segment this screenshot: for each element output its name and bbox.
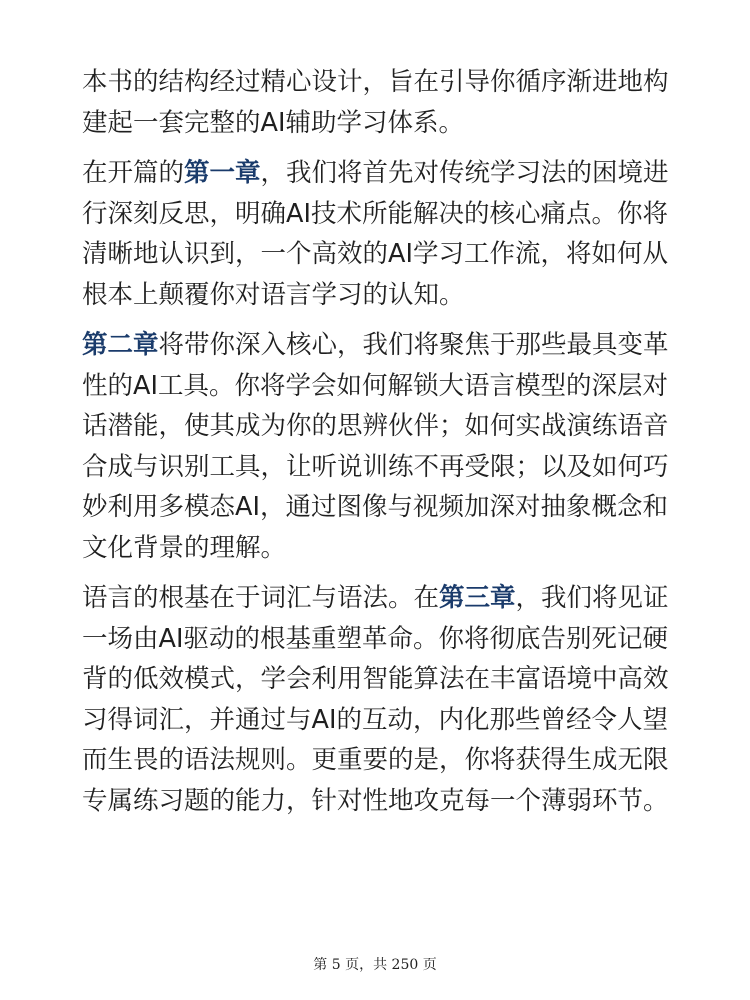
paragraph-text: 本书的结构经过精心设计，旨在引导你循序渐进地构建起一套完整的AI辅助学习体系。 (82, 67, 669, 138)
paragraph-chapter-one (82, 153, 672, 315)
paragraph-intro (82, 62, 672, 143)
chapter-highlight: 第三章 (439, 583, 516, 613)
document-body (82, 62, 672, 831)
page-number-footer: 第 5 页，共 250 页 (313, 957, 437, 973)
paragraph-chapter-three (82, 578, 672, 821)
paragraph-chapter-two (82, 325, 672, 568)
paragraph-text: 在开篇的 (82, 158, 185, 188)
chapter-highlight: 第一章 (184, 158, 261, 188)
paragraph-text: 将带你深入核心，我们将聚焦于那些最具变革性的AI工具。你将学会如何解锁大语言模型的深层对话潜能，使其成为你的思辨伙伴；如何实战演练语音合成与识别工具，让听说训练不再受限；以及如何巧妙利用多模态AI，通过图像与视频加深对抽象概念和文化背景的理解。 (82, 330, 669, 563)
paragraph-text: ，我们将见证一场由AI驱动的根基重塑革命。你将彻底告别死记硬背的低效模式，学会利用智能算法在丰富语境中高效习得词汇，并通过与AI的互动，内化那些曾经令人望而生畏的语法规则。更重要的是，你将获得生成无限专属练习题的能力，针对性地攻克每一个薄弱环节。 (82, 583, 669, 816)
paragraph-text: 语言的根基在于词汇与语法。在 (82, 583, 440, 613)
paragraph-text: ，我们将首先对传统学习法的困境进行深刻反思，明确AI技术所能解决的核心痛点。你将清晰地认识到，一个高效的AI学习工作流，将如何从根本上颠覆你对语言学习的认知。 (82, 158, 669, 310)
chapter-highlight: 第二章 (82, 330, 159, 360)
